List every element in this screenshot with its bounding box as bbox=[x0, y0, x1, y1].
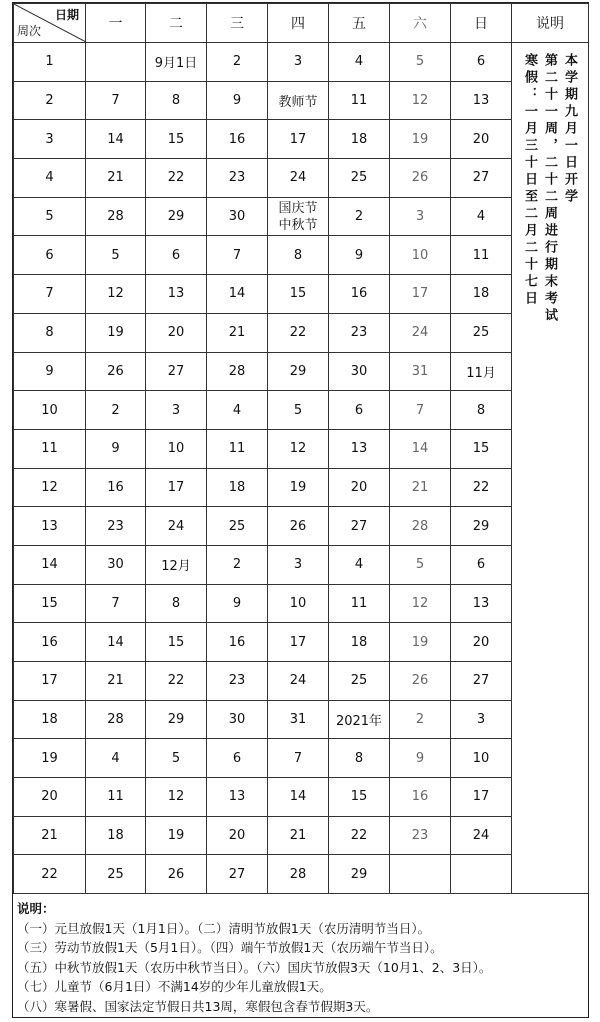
date-cell: 26 bbox=[268, 507, 329, 546]
date-cell: 31 bbox=[390, 352, 451, 391]
date-cell: 9 bbox=[329, 236, 390, 275]
date-cell: 22 bbox=[329, 816, 390, 855]
date-cell: 21 bbox=[268, 816, 329, 855]
date-cell: 5 bbox=[390, 43, 451, 82]
day-header-fri: 五 bbox=[329, 4, 390, 43]
date-cell: 6 bbox=[146, 236, 207, 275]
date-cell: 3 bbox=[390, 197, 451, 236]
week-number: 18 bbox=[14, 700, 86, 739]
date-cell: 16 bbox=[329, 275, 390, 314]
week-number: 1 bbox=[14, 43, 86, 82]
week-row bbox=[14, 778, 589, 817]
date-cell: 12月 bbox=[146, 545, 207, 584]
week-row bbox=[14, 468, 589, 507]
date-cell: 14 bbox=[390, 429, 451, 468]
week-row bbox=[14, 700, 589, 739]
date-cell: 27 bbox=[146, 352, 207, 391]
date-cell: 22 bbox=[268, 313, 329, 352]
date-cell: 2 bbox=[329, 197, 390, 236]
date-cell: 13 bbox=[207, 778, 268, 817]
date-cell: 29 bbox=[451, 507, 512, 546]
date-cell: 26 bbox=[390, 159, 451, 198]
date-cell: 8 bbox=[146, 81, 207, 120]
date-cell: 3 bbox=[451, 700, 512, 739]
week-number: 7 bbox=[14, 275, 86, 314]
date-cell: 19 bbox=[268, 468, 329, 507]
date-cell: 10 bbox=[390, 236, 451, 275]
date-cell: 12 bbox=[390, 584, 451, 623]
date-cell: 16 bbox=[207, 120, 268, 159]
week-row bbox=[14, 545, 589, 584]
date-cell: 8 bbox=[451, 391, 512, 430]
date-cell: 25 bbox=[207, 507, 268, 546]
date-cell: 18 bbox=[451, 275, 512, 314]
week-number: 20 bbox=[14, 778, 86, 817]
date-cell: 18 bbox=[207, 468, 268, 507]
week-row bbox=[14, 120, 589, 159]
side-note-col1: 本学期九月一日开学 bbox=[562, 53, 577, 206]
date-cell bbox=[451, 855, 512, 894]
date-cell: 11 bbox=[329, 584, 390, 623]
date-cell: 19 bbox=[390, 120, 451, 159]
date-cell: 27 bbox=[451, 159, 512, 198]
date-cell: 19 bbox=[390, 623, 451, 662]
date-cell: 12 bbox=[86, 275, 146, 314]
date-cell: 8 bbox=[268, 236, 329, 275]
date-cell bbox=[390, 855, 451, 894]
day-header-mon: 一 bbox=[86, 4, 146, 43]
date-cell: 2 bbox=[390, 700, 451, 739]
date-cell: 17 bbox=[451, 778, 512, 817]
date-cell: 28 bbox=[268, 855, 329, 894]
week-number: 3 bbox=[14, 120, 86, 159]
date-cell: 23 bbox=[390, 816, 451, 855]
week-number: 22 bbox=[14, 855, 86, 894]
date-cell: 18 bbox=[329, 120, 390, 159]
week-row bbox=[14, 391, 589, 430]
date-cell: 24 bbox=[451, 816, 512, 855]
date-cell: 19 bbox=[146, 816, 207, 855]
date-cell: 17 bbox=[146, 468, 207, 507]
date-cell: 20 bbox=[207, 816, 268, 855]
date-cell: 6 bbox=[451, 545, 512, 584]
week-number: 6 bbox=[14, 236, 86, 275]
date-cell: 7 bbox=[86, 81, 146, 120]
day-header-sun: 日 bbox=[451, 4, 512, 43]
notes-line: （三）劳动节放假1天（5月1日）。（四）端午节放假1天（农历端午节当日）。 bbox=[17, 940, 443, 956]
calendar-table bbox=[13, 3, 589, 894]
date-cell: 17 bbox=[390, 275, 451, 314]
week-row bbox=[14, 507, 589, 546]
week-row bbox=[14, 429, 589, 468]
date-cell: 8 bbox=[329, 739, 390, 778]
date-cell: 7 bbox=[207, 236, 268, 275]
date-cell: 22 bbox=[451, 468, 512, 507]
week-number: 8 bbox=[14, 313, 86, 352]
date-cell: 11 bbox=[329, 81, 390, 120]
notes-title: 说明： bbox=[17, 901, 55, 916]
date-cell: 26 bbox=[390, 662, 451, 701]
week-number: 2 bbox=[14, 81, 86, 120]
date-cell: 4 bbox=[86, 739, 146, 778]
date-cell: 6 bbox=[207, 739, 268, 778]
week-number: 10 bbox=[14, 391, 86, 430]
date-cell: 6 bbox=[451, 43, 512, 82]
date-cell: 4 bbox=[329, 43, 390, 82]
week-number: 19 bbox=[14, 739, 86, 778]
date-cell: 13 bbox=[329, 429, 390, 468]
date-cell: 25 bbox=[329, 662, 390, 701]
date-cell: 20 bbox=[146, 313, 207, 352]
date-cell: 2 bbox=[207, 43, 268, 82]
day-header-tue: 二 bbox=[146, 4, 207, 43]
date-cell: 31 bbox=[268, 700, 329, 739]
date-cell: 21 bbox=[86, 159, 146, 198]
date-cell: 20 bbox=[329, 468, 390, 507]
date-cell: 30 bbox=[329, 352, 390, 391]
corner-cell bbox=[14, 4, 86, 43]
date-cell: 13 bbox=[451, 584, 512, 623]
date-cell: 9 bbox=[207, 81, 268, 120]
date-cell: 10 bbox=[146, 429, 207, 468]
date-cell: 10 bbox=[268, 584, 329, 623]
date-cell: 15 bbox=[329, 778, 390, 817]
date-cell: 9月1日 bbox=[146, 43, 207, 82]
week-row bbox=[14, 81, 589, 120]
date-cell: 4 bbox=[329, 545, 390, 584]
week-number: 5 bbox=[14, 197, 86, 236]
date-cell: 29 bbox=[146, 197, 207, 236]
date-cell: 14 bbox=[268, 778, 329, 817]
date-cell: 9 bbox=[207, 584, 268, 623]
date-cell: 11 bbox=[86, 778, 146, 817]
date-cell: 28 bbox=[86, 700, 146, 739]
date-cell: 4 bbox=[207, 391, 268, 430]
date-cell: 11 bbox=[207, 429, 268, 468]
date-cell: 9 bbox=[390, 739, 451, 778]
week-number: 11 bbox=[14, 429, 86, 468]
notes-line: （七）儿童节（6月1日）不满14岁的少年儿童放假1天。 bbox=[17, 979, 332, 995]
week-row bbox=[14, 662, 589, 701]
date-cell: 4 bbox=[451, 197, 512, 236]
date-cell: 30 bbox=[86, 545, 146, 584]
date-cell: 27 bbox=[329, 507, 390, 546]
notes-line: （八）寒暑假、国家法定节假日共13周，寒假包含春节假期3天。 bbox=[17, 998, 379, 1014]
date-cell: 3 bbox=[146, 391, 207, 430]
notes-line: （五）中秋节放假1天（农历中秋节当日）。（六）国庆节放假3天（10月1、2、3日）。 bbox=[17, 959, 492, 975]
date-cell: 6 bbox=[329, 391, 390, 430]
date-cell bbox=[86, 43, 146, 82]
date-cell: 13 bbox=[451, 81, 512, 120]
week-row bbox=[14, 816, 589, 855]
date-cell: 18 bbox=[86, 816, 146, 855]
date-cell: 22 bbox=[146, 662, 207, 701]
date-cell: 18 bbox=[329, 623, 390, 662]
date-cell: 8 bbox=[146, 584, 207, 623]
date-cell: 24 bbox=[390, 313, 451, 352]
date-cell: 25 bbox=[86, 855, 146, 894]
week-row bbox=[14, 352, 589, 391]
date-cell: 25 bbox=[329, 159, 390, 198]
week-number: 4 bbox=[14, 159, 86, 198]
date-cell: 16 bbox=[207, 623, 268, 662]
corner-week-label: 周次 bbox=[17, 24, 42, 38]
notes-line: （一）元旦放假1天（1月1日）。（二）清明节放假1天（农历清明节当日）。 bbox=[17, 920, 431, 936]
date-cell: 24 bbox=[146, 507, 207, 546]
date-cell: 20 bbox=[451, 120, 512, 159]
date-cell: 教师节 bbox=[268, 81, 329, 120]
date-cell: 17 bbox=[268, 120, 329, 159]
date-cell: 7 bbox=[86, 584, 146, 623]
date-cell: 21 bbox=[207, 313, 268, 352]
week-row bbox=[14, 584, 589, 623]
week-row bbox=[14, 236, 589, 275]
side-note-cell bbox=[512, 43, 589, 894]
date-cell: 28 bbox=[390, 507, 451, 546]
date-cell: 21 bbox=[390, 468, 451, 507]
date-cell: 14 bbox=[86, 120, 146, 159]
date-cell: 11 bbox=[451, 236, 512, 275]
date-cell: 19 bbox=[86, 313, 146, 352]
date-cell: 12 bbox=[268, 429, 329, 468]
date-cell: 23 bbox=[329, 313, 390, 352]
date-cell: 21 bbox=[86, 662, 146, 701]
date-cell: 23 bbox=[207, 159, 268, 198]
date-cell: 20 bbox=[451, 623, 512, 662]
date-cell: 2 bbox=[207, 545, 268, 584]
week-number: 16 bbox=[14, 623, 86, 662]
date-cell: 29 bbox=[146, 700, 207, 739]
week-number: 9 bbox=[14, 352, 86, 391]
date-cell: 26 bbox=[146, 855, 207, 894]
week-number: 21 bbox=[14, 816, 86, 855]
date-cell: 13 bbox=[146, 275, 207, 314]
date-cell: 28 bbox=[207, 352, 268, 391]
calendar-body bbox=[14, 43, 589, 894]
side-note-col2: 第二十一周，二十二周进行期末考试 bbox=[542, 53, 557, 325]
week-row bbox=[14, 197, 589, 236]
day-header-thu: 四 bbox=[268, 4, 329, 43]
date-cell: 3 bbox=[268, 43, 329, 82]
date-cell: 12 bbox=[390, 81, 451, 120]
week-row bbox=[14, 43, 589, 82]
week-number: 14 bbox=[14, 545, 86, 584]
date-cell: 2 bbox=[86, 391, 146, 430]
date-cell: 国庆节 中秋节 bbox=[268, 197, 329, 236]
date-cell: 22 bbox=[146, 159, 207, 198]
side-note-col3: 寒假：一月三十日至二月二十七日 bbox=[522, 53, 537, 308]
date-cell: 17 bbox=[268, 623, 329, 662]
week-row bbox=[14, 313, 589, 352]
date-cell: 5 bbox=[146, 739, 207, 778]
date-cell: 7 bbox=[268, 739, 329, 778]
date-cell: 5 bbox=[390, 545, 451, 584]
date-cell: 30 bbox=[207, 197, 268, 236]
date-cell: 10 bbox=[451, 739, 512, 778]
date-cell: 23 bbox=[207, 662, 268, 701]
school-calendar bbox=[12, 2, 589, 1018]
date-cell: 16 bbox=[390, 778, 451, 817]
date-cell: 5 bbox=[86, 236, 146, 275]
header-row bbox=[14, 4, 589, 43]
date-cell: 5 bbox=[268, 391, 329, 430]
day-header-wed: 三 bbox=[207, 4, 268, 43]
week-row bbox=[14, 623, 589, 662]
corner-date-label: 日期 bbox=[54, 8, 79, 22]
date-cell: 15 bbox=[268, 275, 329, 314]
date-cell: 15 bbox=[451, 429, 512, 468]
date-cell: 11月 bbox=[451, 352, 512, 391]
date-cell: 24 bbox=[268, 662, 329, 701]
date-cell: 27 bbox=[207, 855, 268, 894]
week-number: 15 bbox=[14, 584, 86, 623]
date-cell: 28 bbox=[86, 197, 146, 236]
date-cell: 25 bbox=[451, 313, 512, 352]
date-cell: 14 bbox=[207, 275, 268, 314]
week-row bbox=[14, 739, 589, 778]
week-row bbox=[14, 855, 589, 894]
date-cell: 15 bbox=[146, 120, 207, 159]
date-cell: 14 bbox=[86, 623, 146, 662]
date-cell: 24 bbox=[268, 159, 329, 198]
date-cell: 15 bbox=[146, 623, 207, 662]
date-cell: 7 bbox=[390, 391, 451, 430]
date-cell: 9 bbox=[86, 429, 146, 468]
date-cell: 27 bbox=[451, 662, 512, 701]
date-cell: 30 bbox=[207, 700, 268, 739]
week-number: 17 bbox=[14, 662, 86, 701]
week-number: 13 bbox=[14, 507, 86, 546]
week-row bbox=[14, 275, 589, 314]
date-cell: 3 bbox=[268, 545, 329, 584]
date-cell: 2021年 bbox=[329, 700, 390, 739]
notes-section bbox=[17, 899, 587, 1017]
date-cell: 29 bbox=[268, 352, 329, 391]
date-cell: 12 bbox=[146, 778, 207, 817]
date-cell: 23 bbox=[86, 507, 146, 546]
date-cell: 29 bbox=[329, 855, 390, 894]
date-cell: 16 bbox=[86, 468, 146, 507]
week-row bbox=[14, 159, 589, 198]
note-header: 说明 bbox=[512, 4, 589, 43]
date-cell: 26 bbox=[86, 352, 146, 391]
day-header-sat: 六 bbox=[390, 4, 451, 43]
week-number: 12 bbox=[14, 468, 86, 507]
